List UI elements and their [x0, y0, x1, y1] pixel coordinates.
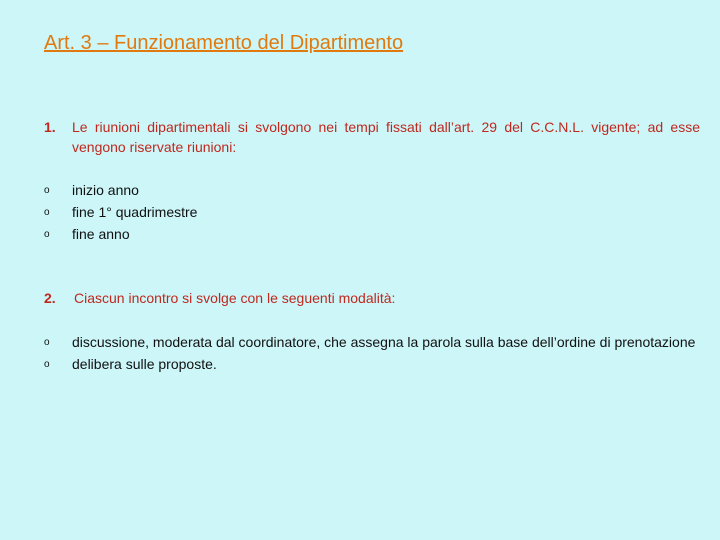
point-number: 1.: [44, 119, 56, 135]
modality-list: [44, 331, 704, 375]
list-item: [44, 331, 704, 353]
list-item-text: inizio anno: [72, 182, 139, 198]
list-item-text: delibera sulle proposte.: [72, 356, 217, 372]
bullet-icon: o: [44, 229, 50, 240]
bullet-icon: o: [44, 207, 50, 218]
point-2: [44, 288, 684, 310]
list-item: [44, 223, 704, 245]
page-title: Art. 3 – Funzionamento del Dipartimento: [44, 32, 404, 54]
list-item: [44, 353, 704, 375]
list-item: [44, 179, 704, 201]
list-item-text: fine anno: [72, 226, 130, 242]
list-item-text: discussione, moderata dal coordinatore, che assegna la parola sulla base dell’ordine di prenotazione: [72, 334, 696, 350]
bullet-icon: o: [44, 337, 50, 348]
point-text: Ciascun incontro si svolge con le seguenti modalità:: [74, 290, 396, 306]
point-text: Le riunioni dipartimentali si svolgono nei tempi fissati dall’art. 29 del C.C.N.L. vigente; ad esse vengono riservate riunioni:: [72, 119, 700, 155]
bullet-icon: o: [44, 185, 50, 196]
bullet-icon: o: [44, 359, 50, 370]
list-item-text: fine 1° quadrimestre: [72, 204, 198, 220]
schedule-list: [44, 179, 704, 245]
point-number: 2.: [44, 290, 56, 306]
point-1: [44, 117, 704, 159]
list-item: [44, 201, 704, 223]
